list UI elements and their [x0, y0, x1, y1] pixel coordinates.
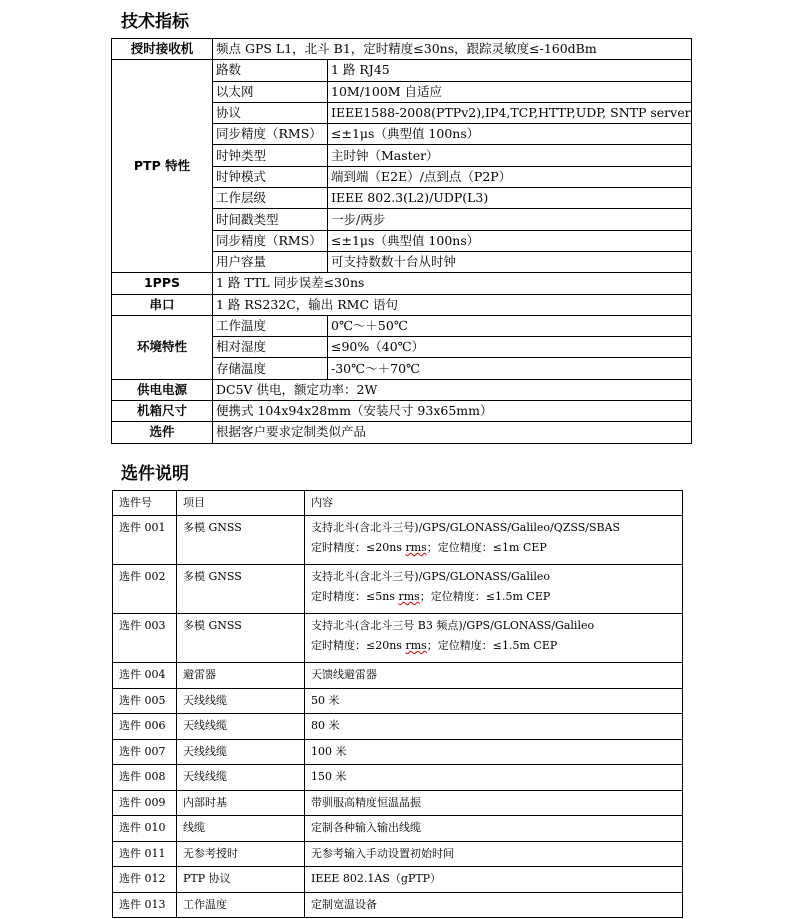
options-value: 根据客户要求定制类似产品: [213, 422, 692, 443]
accuracy-rms: rms: [405, 541, 427, 554]
chassis-value: 便携式 104x94x28mm（安装尺寸 93x65mm）: [213, 401, 692, 422]
ptp-param-name: 工作层级: [213, 188, 328, 209]
ptp-param-value: 1 路 RJ45: [328, 60, 692, 81]
option-item: 天线线缆: [177, 688, 305, 714]
accuracy-pre: 定时精度：≤20ns: [311, 639, 406, 652]
chassis-row: [112, 401, 692, 422]
ptp-param-name: 时钟类型: [213, 145, 328, 166]
power-row: [112, 379, 692, 400]
serial-row: [112, 294, 692, 315]
option-item: PTP 协议: [177, 867, 305, 893]
option-row: [113, 816, 683, 842]
option-item: 天线线缆: [177, 739, 305, 765]
option-item: 内部时基: [177, 790, 305, 816]
receiver-value: 频点 GPS L1，北斗 B1，定时精度≤30ns，跟踪灵敏度≤-160dBm: [213, 39, 692, 60]
receiver-row: [112, 39, 692, 60]
env-row: [112, 315, 692, 336]
option-content: 带驯服高精度恒温晶振: [305, 790, 683, 816]
ptp-label: PTP 特性: [112, 60, 213, 273]
serial-label: 串口: [112, 294, 213, 315]
option-number: 选件 011: [113, 841, 177, 867]
accuracy-rms: rms: [398, 590, 420, 603]
option-content: [305, 565, 683, 614]
receiver-label: 授时接收机: [112, 39, 213, 60]
option-content-line1: 支持北斗(含北斗三号)/GPS/GLONASS/Galileo/QZSS/SBAS: [311, 521, 621, 534]
option-row: [113, 516, 683, 565]
options-row: [112, 422, 692, 443]
ptp-param-name: 时间戳类型: [213, 209, 328, 230]
pps-row: [112, 273, 692, 294]
option-number: 选件 012: [113, 867, 177, 893]
power-value: DC5V 供电，额定功率：2W: [213, 379, 692, 400]
accuracy-pre: 定时精度：≤5ns: [311, 590, 399, 603]
option-content: 80 米: [305, 714, 683, 740]
env-param-value: ≤90%（40℃）: [328, 337, 692, 358]
option-content: 100 米: [305, 739, 683, 765]
option-number: 选件 007: [113, 739, 177, 765]
ptp-param-name: 时钟模式: [213, 166, 328, 187]
ptp-param-value: ≤±1μs（典型值 100ns）: [328, 124, 692, 145]
option-content: 定制宽温设备: [305, 892, 683, 918]
option-row: [113, 892, 683, 918]
option-number: 选件 001: [113, 516, 177, 565]
ptp-param-name: 同步精度（RMS）: [213, 230, 328, 251]
ptp-param-value: 一步/两步: [328, 209, 692, 230]
option-item: 避雷器: [177, 663, 305, 689]
option-number: 选件 002: [113, 565, 177, 614]
option-number: 选件 010: [113, 816, 177, 842]
serial-value: 1 路 RS232C，输出 RMC 语句: [213, 294, 692, 315]
ptp-param-value: 端到端（E2E）/点到点（P2P）: [328, 166, 692, 187]
ptp-param-value: ≤±1μs（典型值 100ns）: [328, 230, 692, 251]
option-item: 多模 GNSS: [177, 516, 305, 565]
ptp-param-value: 可支持数数十台从时钟: [328, 251, 692, 272]
option-row: [113, 841, 683, 867]
option-item: 工作温度: [177, 892, 305, 918]
accuracy-post: ；定位精度：≤1.5m CEP: [419, 590, 551, 603]
option-item: 线缆: [177, 816, 305, 842]
option-number: 选件 005: [113, 688, 177, 714]
option-row: [113, 663, 683, 689]
options-label: 选件: [112, 422, 213, 443]
env-param-name: 工作温度: [213, 315, 328, 336]
option-row: [113, 714, 683, 740]
option-content: 无参考输入手动设置初始时间: [305, 841, 683, 867]
pps-value: 1 路 TTL 同步误差≤30ns: [213, 273, 692, 294]
accuracy-post: ；定位精度：≤1m CEP: [426, 541, 547, 554]
ptp-param-name: 以太网: [213, 81, 328, 102]
env-param-name: 存储温度: [213, 358, 328, 379]
options-header-cell: 选件号: [113, 491, 177, 516]
pps-label: 1PPS: [112, 273, 213, 294]
option-row: [113, 867, 683, 893]
options-table: [112, 490, 683, 918]
spec-table: [111, 38, 692, 444]
env-param-value: 0℃～＋50℃: [328, 315, 692, 336]
option-number: 选件 003: [113, 614, 177, 663]
env-param-value: -30℃～＋70℃: [328, 358, 692, 379]
option-content-line1: 支持北斗(含北斗三号)/GPS/GLONASS/Galileo: [311, 570, 551, 583]
option-row: [113, 688, 683, 714]
option-number: 选件 006: [113, 714, 177, 740]
option-content: 天馈线避雷器: [305, 663, 683, 689]
accuracy-post: ；定位精度：≤1.5m CEP: [426, 639, 558, 652]
power-label: 供电电源: [112, 379, 213, 400]
option-content: 150 米: [305, 765, 683, 791]
ptp-param-name: 用户容量: [213, 251, 328, 272]
accuracy-pre: 定时精度：≤20ns: [311, 541, 406, 554]
accuracy-rms: rms: [405, 639, 427, 652]
option-row: [113, 790, 683, 816]
option-item: 天线线缆: [177, 714, 305, 740]
ptp-row: [112, 60, 692, 81]
ptp-param-name: 同步精度（RMS）: [213, 124, 328, 145]
option-content: 50 米: [305, 688, 683, 714]
option-number: 选件 013: [113, 892, 177, 918]
ptp-param-value: 10M/100M 自适应: [328, 81, 692, 102]
options-header-row: [113, 491, 683, 516]
option-item: 无参考授时: [177, 841, 305, 867]
options-header-cell: 内容: [305, 491, 683, 516]
chassis-label: 机箱尺寸: [112, 401, 213, 422]
env-param-name: 相对湿度: [213, 337, 328, 358]
option-content: 定制各种输入输出线缆: [305, 816, 683, 842]
option-content: [305, 516, 683, 565]
env-label: 环境特性: [112, 315, 213, 379]
option-content: [305, 614, 683, 663]
section-title-specs: 技术指标: [121, 12, 189, 32]
option-content-accuracy: [311, 585, 682, 609]
section-title-options: 选件说明: [121, 464, 189, 484]
option-row: [113, 565, 683, 614]
option-item: 多模 GNSS: [177, 565, 305, 614]
option-row: [113, 765, 683, 791]
ptp-param-value: IEEE1588-2008(PTPv2),IP4,TCP,HTTP,UDP, SNTP server: [328, 102, 692, 123]
option-content: IEEE 802.1AS（gPTP）: [305, 867, 683, 893]
option-row: [113, 614, 683, 663]
option-number: 选件 004: [113, 663, 177, 689]
option-item: 天线线缆: [177, 765, 305, 791]
option-number: 选件 009: [113, 790, 177, 816]
option-row: [113, 739, 683, 765]
option-content-accuracy: [311, 634, 682, 658]
option-content-accuracy: [311, 536, 682, 560]
option-content-line1: 支持北斗(含北斗三号 B3 频点)/GPS/GLONASS/Galileo: [311, 619, 595, 632]
ptp-param-name: 协议: [213, 102, 328, 123]
ptp-param-name: 路数: [213, 60, 328, 81]
option-item: 多模 GNSS: [177, 614, 305, 663]
options-header-cell: 项目: [177, 491, 305, 516]
option-number: 选件 008: [113, 765, 177, 791]
ptp-param-value: 主时钟（Master）: [328, 145, 692, 166]
ptp-param-value: IEEE 802.3(L2)/UDP(L3): [328, 188, 692, 209]
